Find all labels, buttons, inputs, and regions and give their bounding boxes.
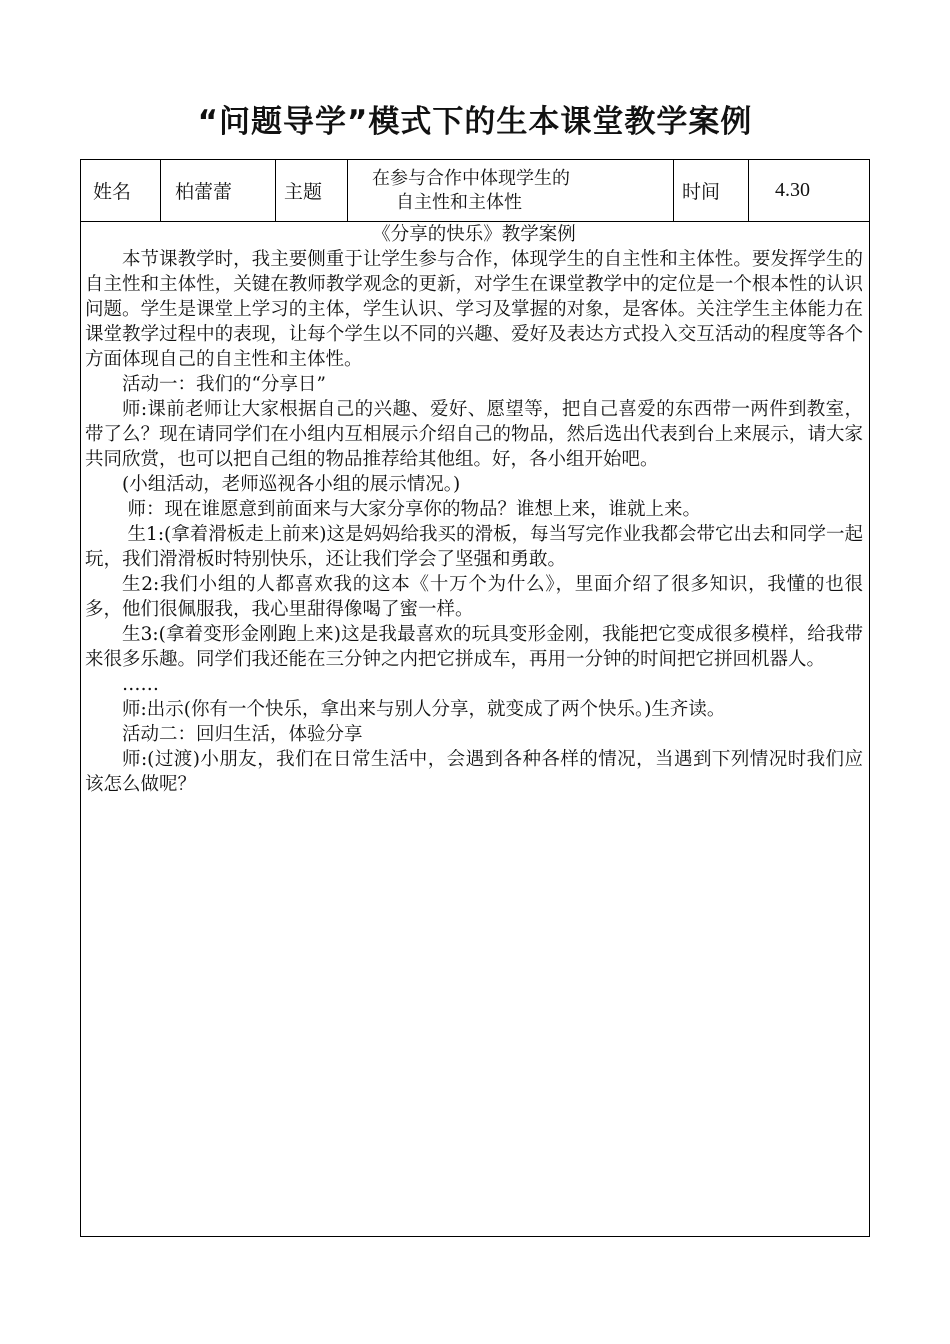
topic-label: 主题: [276, 160, 348, 221]
time-label: 时间: [674, 160, 749, 221]
case-form-table: [80, 159, 870, 1237]
paragraph-teacher-1: 师:课前老师让大家根据自己的兴趣、爱好、愿望等，把自己喜爱的东西带一两件到教室，带了么？现在请同学们在小组内互相展示介绍自己的物品，然后选出代表到台上来展示，请大家共同欣赏，也可以把自己组的物品推荐给其他组。好，各小组开始吧。: [85, 399, 863, 470]
paragraph-activity-1: 活动一：我们的“分享日”: [122, 374, 326, 395]
name-label: 姓名: [81, 160, 161, 221]
paragraph-group-activity: (小组活动，老师巡视各小组的展示情况。): [122, 474, 461, 495]
case-title: 《分享的快乐》教学案例: [372, 224, 576, 245]
paragraph-teacher-3: 师:出示(你有一个快乐，拿出来与别人分享，就变成了两个快乐。)生齐读。: [122, 699, 726, 720]
header-row: [81, 160, 869, 222]
paragraph-teacher-4: 师:(过渡)小朋友，我们在日常生活中，会遇到各种各样的情况，当遇到下列情况时我们应该怎么做呢？: [85, 749, 863, 795]
paragraph-activity-2: 活动二：回归生活，体验分享: [122, 724, 363, 745]
paragraph-student-1: 生1:(拿着滑板走上前来)这是妈妈给我买的滑板，每当写完作业我都会带它出去和同学一起玩，我们滑滑板时特别快乐，还让我们学会了坚强和勇敢。: [85, 524, 863, 570]
paragraph-student-3: 生3:(拿着变形金刚跑上来)这是我最喜欢的玩具变形金刚，我能把它变成很多模样，给我带来很多乐趣。同学们我还能在三分钟之内把它拼成车，再用一分钟的时间把它拼回机器人。: [85, 624, 863, 670]
paragraph-student-2: 生2:我们小组的人都喜欢我的这本《十万个为什么》，里面介绍了很多知识，我懂的也很多，他们很佩服我，我心里甜得像喝了蜜一样。: [85, 574, 863, 620]
topic-value-line1: 在参与合作中体现学生的: [372, 167, 570, 189]
time-value: 4.30: [775, 179, 810, 201]
topic-value-line2: 自主性和主体性: [396, 191, 522, 213]
paragraph-teacher-2: 师：现在谁愿意到前面来与大家分享你的物品？谁想上来，谁就上来。: [127, 499, 702, 520]
paragraph-ellipsis: ……: [122, 674, 159, 695]
topic-value: [348, 160, 674, 221]
name-value: 柏蕾蕾: [161, 160, 276, 221]
paragraph-intro: 本节课教学时，我主要侧重于让学生参与合作，体现学生的自主性和主体性。要发挥学生的自主性和主体性，关键在教师教学观念的更新，对学生在课堂教学中的定位是一个根本性的认识问题。学生是课堂上学习的主体，学生认识、学习及掌握的对象，是客体。关注学生主体能力在课堂教学过程中的表现，让每个学生以不同的兴趣、爱好及表达方式投入交互活动的程度等各个方面体现自己的自主性和主体性。: [85, 249, 863, 370]
case-body: [85, 222, 863, 797]
document-title: “问题导学”模式下的生本课堂教学案例: [197, 104, 753, 140]
